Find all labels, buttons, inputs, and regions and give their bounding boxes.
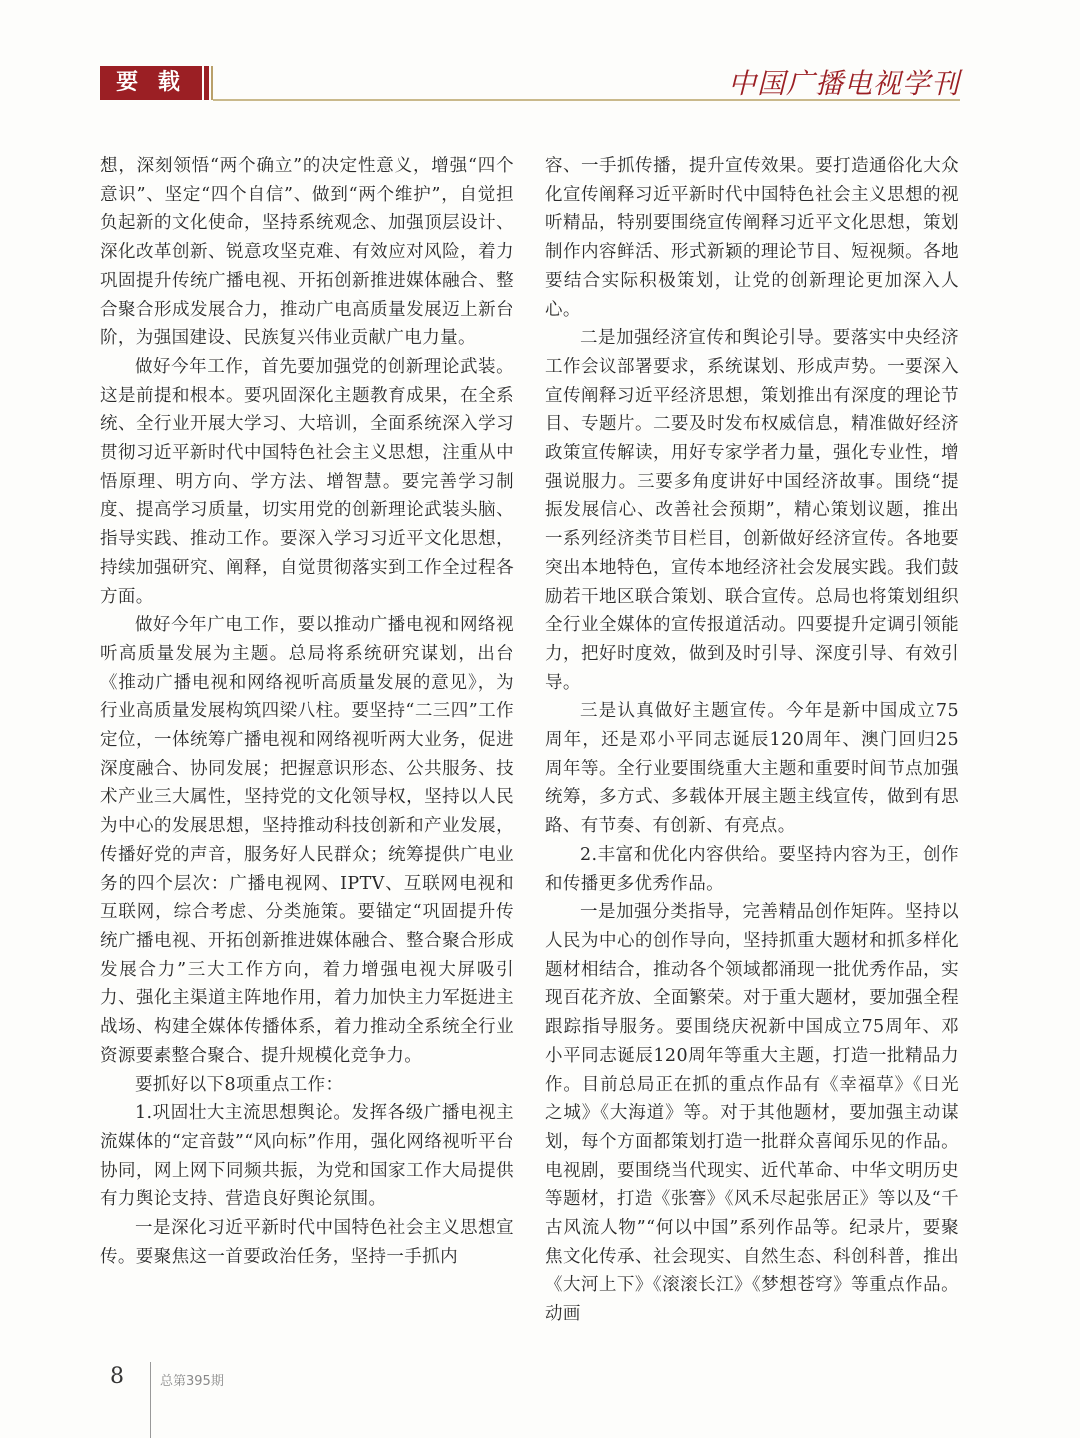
paragraph: 一是深化习近平新时代中国特色社会主义思想宣传。要聚焦这一首要政治任务，坚持一手抓内 [100,1218,514,1267]
footer-rule [150,1362,151,1438]
paragraph: 做好今年工作，首先要加强党的创新理论武装。这是前提和根本。要巩固深化主题教育成果，在全系统、全行业开展大学习、大培训，全面系统深入学习贯彻习近平新时代中国特色社会主义思想，注重从中悟原理、明方向、学方法、增智慧。要完善学习制度、提高学习质量，切实用党的创新理论武装头脑、指导实践、推动工作。要深入学习习近平文化思想，持续加强研究、阐释，自觉贯彻落实到工作全过程各方面。 [100,356,514,607]
journal-title-logo: 中国广播电视学刊 [727,67,960,100]
page-header [100,66,960,102]
section-tag: 要 载 [100,66,202,100]
section-tag-accent [204,66,209,100]
paragraph: 一是加强分类指导，完善精品创作矩阵。坚持以人民为中心的创作导向，坚持抓重大题材和抓多样化题材相结合，推动各个领域都涌现一批优秀作品，实现百花齐放、全面繁荣。对于重大题材，要加强全程跟踪指导服务。要围绕庆祝新中国成立75周年、邓小平同志诞辰120周年等重大主题，打造一批精品力作。目前总局正在抓的重点作品有《幸福草》《日光之城》《大海道》等。对于其他题材，要加强主动谋划，每个方面都策划打造一批群众喜闻乐见的作品。电视剧，要围绕当代现实、近代革命、中华文明历史等题材，打造《张謇》《风禾尽起张居正》等以及“千古风流人物”“何以中国”系列作品等。纪录片，要聚焦文化传承、社会现实、自然生态、科创科普，推出《大河上下》《滚滚长江》《梦想苍穹》等重点作品。动画 [545,902,959,1325]
right-column [545,152,959,1329]
paragraph: 2.丰富和优化内容供给。要坚持内容为王，创作和传播更多优秀作品。 [545,844,959,894]
paragraph: 三是认真做好主题宣传。今年是新中国成立75周年，还是邓小平同志诞辰120周年、澳门回归25周年等。全行业要围绕重大主题和重要时间节点加强统筹，多方式、多载体开展主题主线宣传，做到有思路、有节奏、有创新、有亮点。 [545,701,959,837]
left-column [100,152,514,1271]
paragraph: 做好今年广电工作，要以推动广播电视和网络视听高质量发展为主题。总局将系统研究谋划，出台《推动广播电视和网络视听高质量发展的意见》，为行业高质量发展构筑四梁八柱。要坚持“二三四”工作定位，一体统筹广播电视和网络视听两大业务，促进深度融合、协同发展；把握意识形态、公共服务、技术产业三大属性，坚持党的文化领导权，坚持以人民为中心的发展思想，坚持推动科技创新和产业发展，传播好党的声音，服务好人民群众；统筹提供广电业务的四个层次：广播电视网、IPTV、互联网电视和互联网，综合考虑、分类施策。要锚定“巩固提升传统广播电视、开拓创新推进媒体融合、整合聚合形成发展合力”三大工作方向，着力增强电视大屏吸引力、强化主渠道主阵地作用，着力加快主力军挺进主战场、构建全媒体传播体系，着力推动全系统全行业资源要素整合聚合、提升规模化竞争力。 [100,615,514,1066]
paragraph: 1.巩固壮大主流思想舆论。发挥各级广播电视主流媒体的“定音鼓”“风向标”作用，强化网络视听平台协同，网上网下同频共振，为党和国家工作大局提供有力舆论支持、营造良好舆论氛围。 [100,1103,514,1210]
paragraph: 要抓好以下8项重点工作： [135,1074,344,1095]
issue-label: 总第395期 [160,1374,224,1389]
page-number: 8 [110,1364,124,1389]
paragraph: 二是加强经济宣传和舆论引导。要落实中央经济工作会议部署要求，系统谋划、形成声势。一要深入宣传阐释习近平经济思想，策划推出有深度的理论节目、专题片。二要及时发布权威信息，精准做好经济政策宣传解读，用好专家学者力量，强化专业性，增强说服力。三要多角度讲好中国经济故事。围绕“提振发展信心、改善社会预期”，精心策划议题，推出一系列经济类节目栏目，创新做好经济宣传。各地要突出本地特色，宣传本地经济社会发展实践。我们鼓励若干地区联合策划、联合宣传。总局也将策划组织全行业全媒体的宣传报道活动。四要提升定调引领能力，把好时度效，做到及时引导、深度引导、有效引导。 [545,328,959,693]
section-tag-accent-gold [211,66,213,100]
paragraph: 想，深刻领悟“两个确立”的决定性意义，增强“四个意识”、坚定“四个自信”、做到“两个维护”，自觉担负起新的文化使命，坚持系统观念、加强顶层设计、深化改革创新、锐意攻坚克难、有效应对风险，着力巩固提升传统广播电视、开拓创新推进媒体融合、整合聚合形成发展合力，推动广电高质量发展迈上新台阶，为强国建设、民族复兴伟业贡献广电力量。 [100,156,514,349]
paragraph: 容、一手抓传播，提升宣传效果。要打造通俗化大众化宣传阐释习近平新时代中国特色社会主义思想的视听精品，特别要围绕宣传阐释习近平文化思想，策划制作内容鲜活、形式新颖的理论节目、短视频。各地要结合实际积极策划，让党的创新理论更加深入人心。 [545,156,959,320]
